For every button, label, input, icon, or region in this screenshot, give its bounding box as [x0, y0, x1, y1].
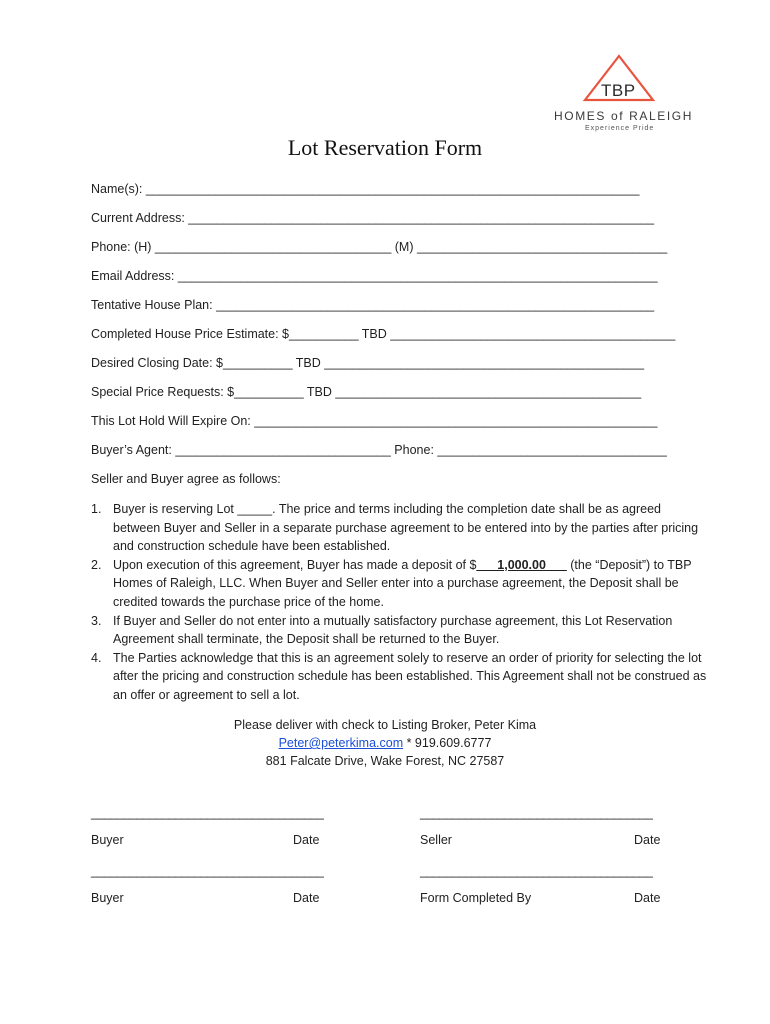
logo-tagline: Experience Pride: [585, 125, 655, 132]
agree-intro: Seller and Buyer agree as follows:: [91, 472, 281, 486]
address-field[interactable]: Current Address: ___________________________________________________________________: [91, 211, 655, 225]
lot-hold-field[interactable]: This Lot Hold Will Expire On: __________________________________________________________: [91, 414, 658, 428]
closing-date-field[interactable]: Desired Closing Date: $__________ TBD ______________________________________________: [91, 356, 645, 370]
special-price-field[interactable]: Special Price Requests: $__________ TBD ____________________________________________: [91, 385, 642, 399]
phone-field[interactable]: Phone: (H) __________________________________ (M) ____________________________________: [91, 240, 668, 254]
delivery-instructions: Please deliver with check to Listing Broker, Peter Kima: [233, 718, 537, 732]
broker-phone: * 919.609.6777: [403, 736, 492, 750]
date-label: Date: [293, 891, 320, 905]
delivery-info: [0, 716, 770, 770]
term-number: 1.: [91, 502, 102, 516]
buyer-label: Buyer: [91, 833, 124, 847]
buyers-agent-field[interactable]: Buyer’s Agent: _______________________________ Phone: _________________________________: [91, 443, 667, 457]
term-text: The Parties acknowledge that this is an agreement solely to reserve an order of priority for selecting the lot after the pricing and construction schedule has been established. This Agreement shall not be construed as an offer or agreement to sell a lot.: [113, 650, 707, 702]
deposit-amount: ___1,000.00___: [476, 557, 567, 572]
term-item: [91, 649, 711, 705]
date-label: Date: [293, 833, 320, 847]
term-text-post: (the “Deposit”) to TBP Homes of Raleigh, LLC. When Buyer and Seller enter into a purchase agreement, the Deposit shall be credited towards the purchase price of the home.: [113, 557, 692, 609]
term-item: [91, 556, 711, 612]
term-item: [91, 612, 711, 649]
seller-signature-line[interactable]: ____________________________________: [420, 806, 653, 820]
completed-by-label: Form Completed By: [420, 891, 532, 905]
page-title: Lot Reservation Form: [287, 135, 483, 160]
company-logo: [548, 54, 693, 138]
broker-email-link[interactable]: Peter@peterkima.com: [278, 736, 404, 750]
seller-label: Seller: [420, 833, 452, 847]
buyer-label: Buyer: [91, 891, 124, 905]
logo-initials: TBP: [601, 81, 636, 100]
term-text: Buyer is reserving Lot _____. The price and terms including the completion date shall be as agreed between Buyer and Seller in a separate purchase agreement to be entered into by the parties after pricing and construction schedule have been established.: [113, 502, 699, 554]
names-field[interactable]: Name(s): _______________________________________________________________________: [91, 182, 640, 196]
buyer-signature-line[interactable]: ____________________________________: [91, 864, 324, 878]
term-text-pre: Upon execution of this agreement, Buyer has made a deposit of $: [113, 557, 477, 572]
logo-name: HOMES of RALEIGH: [554, 109, 693, 123]
term-item: [91, 500, 711, 556]
term-number: 4.: [91, 650, 102, 665]
term-number: 3.: [91, 613, 102, 628]
broker-address: 881 Falcate Drive, Wake Forest, NC 27587: [265, 754, 505, 768]
email-field[interactable]: Email Address: _____________________________________________________________________: [91, 269, 658, 283]
buyer-signature-line[interactable]: ____________________________________: [91, 806, 324, 820]
contact-line: [0, 734, 770, 752]
date-label: Date: [634, 891, 661, 905]
date-label: Date: [634, 833, 661, 847]
term-text: If Buyer and Seller do not enter into a mutually satisfactory purchase agreement, this Lot Reservation Agreement shall terminate, the Deposit shall be returned to the Buyer.: [113, 613, 673, 647]
price-estimate-field[interactable]: Completed House Price Estimate: $__________ TBD _________________________________________: [91, 327, 676, 341]
house-plan-field[interactable]: Tentative House Plan: _______________________________________________________________: [91, 298, 655, 312]
term-number: 2.: [91, 557, 102, 572]
terms-list: [91, 500, 711, 705]
completed-by-signature-line[interactable]: ____________________________________: [420, 864, 653, 878]
